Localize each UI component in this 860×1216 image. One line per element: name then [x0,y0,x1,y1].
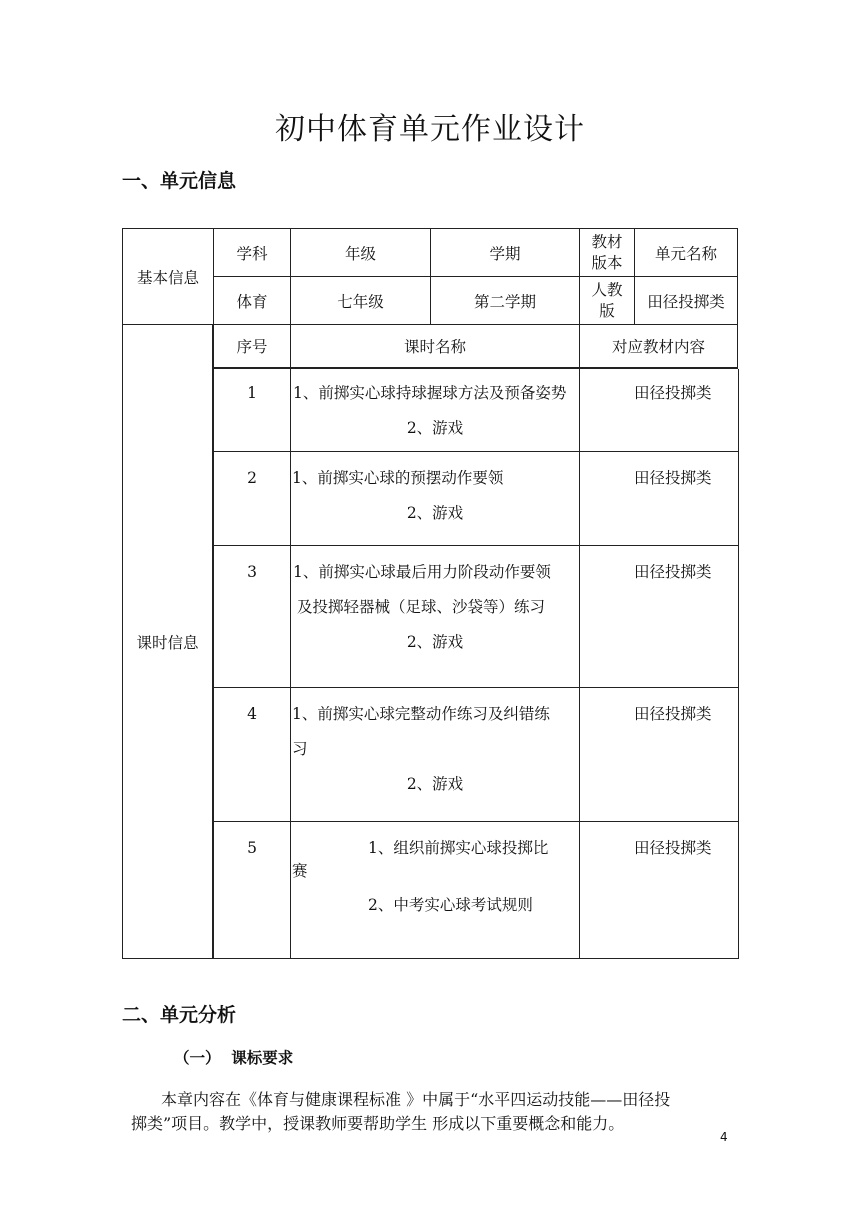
value-grade: 七年级 [337,292,384,311]
lesson-number: 2 [247,469,257,487]
section-heading-unit-info: 一、单元信息 [122,170,237,192]
lesson-content: 田径投掷类 [634,705,712,723]
lesson-name-line: 1、前掷实心球最后用力阶段动作要领 [293,563,551,581]
lesson-name-line: 习 [292,740,308,758]
lesson-content: 田径投掷类 [634,839,712,857]
lesson-name-line: 及投掷轻器械（足球、沙袋等）练习 [297,598,546,616]
lesson-name-line: 2、游戏 [406,775,464,793]
lesson-content: 田径投掷类 [634,563,712,581]
lesson-name-line: 1、组织前掷实心球投掷比 [368,839,549,857]
header-lesson-number: 序号 [236,338,268,356]
lesson-number: 5 [247,839,257,857]
value-textbook-edition: 人教 版 [591,280,623,320]
paragraph-line: 本章内容在《体育与健康课程标准 》中属于“水平四运动技能——田径投 [161,1090,671,1109]
lesson-name-line: 2、游戏 [406,504,464,522]
header-semester: 学期 [489,244,521,263]
lesson-name-line: 赛 [292,862,308,880]
lesson-name-line: 2、游戏 [406,419,464,437]
lesson-name-line: 1、前掷实心球的预摆动作要领 [292,469,504,487]
lesson-info-label: 课时信息 [136,633,199,652]
lesson-number: 4 [247,705,257,723]
basic-info-label: 基本信息 [136,268,199,287]
value-subject: 体育 [236,292,268,311]
header-lesson-name: 课时名称 [403,338,466,356]
lesson-name-line: 1、前掷实心球持球握球方法及预备姿势 [293,384,567,402]
lesson-content: 田径投掷类 [634,469,712,487]
subsection-heading-curriculum: （一） 课标要求 [174,1049,294,1067]
lesson-name-line: 1、前掷实心球完整动作练习及纠错练 [292,705,550,723]
lesson-name-line: 2、中考实心球考试规则 [368,896,533,914]
lesson-content: 田径投掷类 [634,384,712,402]
header-grade: 年级 [344,244,376,263]
lesson-number: 1 [247,384,257,402]
value-semester: 第二学期 [473,292,536,311]
header-unit-name: 单元名称 [654,244,717,263]
value-unit-name: 田径投掷类 [647,292,725,311]
header-textbook-edition: 教材 版本 [591,232,623,272]
page-title: 初中体育单元作业设计 [275,112,585,147]
page-number: 4 [720,1130,728,1144]
header-textbook-content: 对应教材内容 [611,338,705,356]
section-heading-unit-analysis: 二、单元分析 [122,1004,237,1026]
lesson-name-line: 2、游戏 [406,633,464,651]
header-subject: 学科 [236,244,268,263]
paragraph-line: 掷类”项目。教学中，授课教师要帮助学生 形成以下重要概念和能力。 [131,1114,625,1133]
lesson-number: 3 [247,563,257,581]
